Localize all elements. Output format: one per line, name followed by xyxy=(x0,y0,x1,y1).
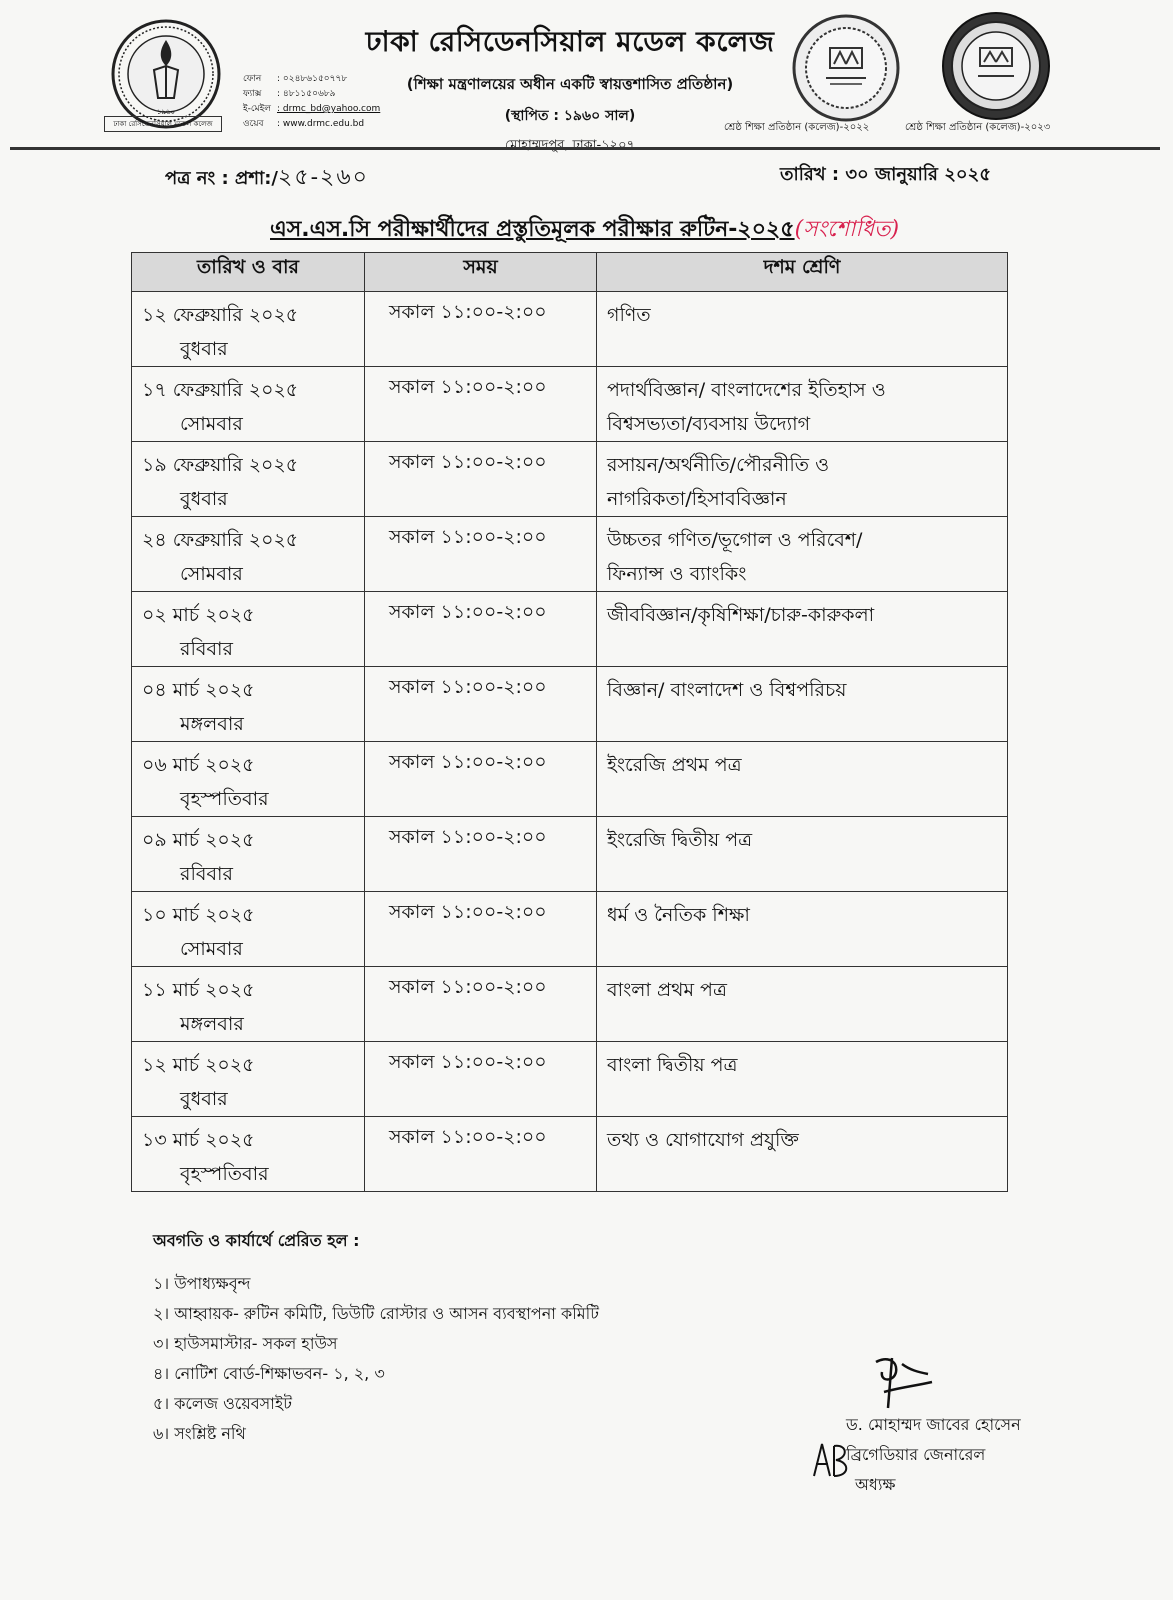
exam-day: সোমবার xyxy=(180,413,243,435)
subject-cell xyxy=(597,817,1008,892)
exam-day: বুধবার xyxy=(180,338,228,360)
date-cell xyxy=(132,367,365,442)
contact-key: ফোন xyxy=(243,74,262,84)
exam-day: সোমবার xyxy=(180,938,243,960)
table-header-row xyxy=(132,253,1008,292)
contact-value: : ৪৮১১৫০৬৮৯ xyxy=(277,89,336,99)
memo-ref-label: পত্র নং : প্রশা:/ xyxy=(165,168,279,189)
date-cell xyxy=(132,967,365,1042)
subject-cell xyxy=(597,667,1008,742)
exam-time: সকাল ১১:০০-২:০০ xyxy=(389,601,547,623)
distribution-list xyxy=(153,1228,599,1449)
distribution-item: ৬। সংশ্লিষ্ট নথি xyxy=(153,1424,246,1443)
header-date-day: তারিখ ও বার xyxy=(132,253,365,292)
date-cell xyxy=(132,1117,365,1192)
exam-time: সকাল ১১:০০-২:০০ xyxy=(389,526,547,548)
exam-date: ২৪ ফেব্রুয়ারি ২০২৫ xyxy=(142,529,299,551)
distribution-item: ৪। নোটিশ বোর্ড-শিক্ষাভবন- ১, ২, ৩ xyxy=(153,1364,385,1383)
time-cell xyxy=(365,1042,597,1117)
subject-cell xyxy=(597,892,1008,967)
signatory-rank: ব্রিগেডিয়ার জেনারেল xyxy=(846,1445,986,1464)
exam-day: বুধবার xyxy=(180,488,228,510)
college-established: (স্থাপিত : ১৯৬০ সাল) xyxy=(504,108,636,124)
date-cell xyxy=(132,817,365,892)
date-cell xyxy=(132,667,365,742)
routine-title xyxy=(270,212,899,249)
exam-subject: তথ্য ও যোগাযোগ প্রযুক্তি xyxy=(607,1129,799,1151)
date-cell xyxy=(132,442,365,517)
exam-subject: গণিত xyxy=(607,304,651,326)
exam-day: বুধবার xyxy=(180,1088,228,1110)
handwritten-signature xyxy=(858,1352,938,1412)
date-cell xyxy=(132,742,365,817)
college-subtitle: (শিক্ষা মন্ত্রণালয়ের অধীন একটি স্বায়ত্তশাসিত প্রতিষ্ঠান) xyxy=(406,75,734,93)
date-cell xyxy=(132,592,365,667)
college-header xyxy=(360,20,780,157)
subject-cell xyxy=(597,442,1008,517)
exam-date: ১১ মার্চ ২০২৫ xyxy=(142,979,255,1001)
exam-day: রবিবার xyxy=(180,638,233,660)
exam-subject: বাংলা দ্বিতীয় পত্র xyxy=(607,1054,738,1076)
exam-subject: উচ্চতর গণিত/ভূগোল ও পরিবেশ/ xyxy=(607,529,863,551)
table-row xyxy=(132,1117,1008,1192)
exam-time: সকাল ১১:০০-২:০০ xyxy=(389,376,547,398)
table-row xyxy=(132,817,1008,892)
exam-time: সকাল ১১:০০-২:০০ xyxy=(389,301,547,323)
exam-time: সকাল ১১:০০-২:০০ xyxy=(389,676,547,698)
exam-day: রবিবার xyxy=(180,863,233,885)
table-row xyxy=(132,892,1008,967)
svg-text:১৯৬০: ১৯৬০ xyxy=(156,108,176,116)
exam-time: সকাল ১১:০০-২:০০ xyxy=(389,751,547,773)
exam-subject-continued: নাগরিকতা/হিসাববিজ্ঞান xyxy=(607,488,787,510)
routine-title-text: এস.এস.সি পরীক্ষার্থীদের প্রস্তুতিমূলক পরীক্ষার রুটিন-২০২৫ xyxy=(270,217,795,242)
exam-time: সকাল ১১:০০-২:০০ xyxy=(389,901,547,923)
contact-key: ফ্যাক্স xyxy=(243,89,262,99)
time-cell xyxy=(365,292,597,367)
exam-time: সকাল ১১:০০-২:০০ xyxy=(389,826,547,848)
award-caption-2022: শ্রেষ্ঠ শিক্ষা প্রতিষ্ঠান (কলেজ)-২০২২ xyxy=(724,122,870,133)
contact-value: : ০২৪৮৬১৫০৭৭৮ xyxy=(277,74,348,84)
date-cell xyxy=(132,292,365,367)
exam-day: বৃহস্পতিবার xyxy=(180,1163,269,1185)
table-row xyxy=(132,292,1008,367)
subject-cell xyxy=(597,1042,1008,1117)
exam-day: সোমবার xyxy=(180,563,243,585)
date-cell xyxy=(132,517,365,592)
table-row xyxy=(132,517,1008,592)
time-cell xyxy=(365,742,597,817)
college-logo xyxy=(110,18,222,130)
exam-time: সকাল ১১:০০-২:০০ xyxy=(389,451,547,473)
award-seal-2023 xyxy=(940,10,1052,122)
exam-date: ১৩ মার্চ ২০২৫ xyxy=(142,1129,255,1151)
table-body xyxy=(132,292,1008,1192)
college-name: ঢাকা রেসিডেনসিয়াল মডেল কলেজ xyxy=(365,25,775,58)
contact-value: : drmc_bd@yahoo.com xyxy=(277,104,381,114)
header-divider xyxy=(10,147,1160,150)
exam-date: ০২ মার্চ ২০২৫ xyxy=(142,604,255,626)
table-row xyxy=(132,592,1008,667)
distribution-item: ২। আহ্বায়ক- রুটিন কমিটি, ডিউটি রোস্টার ও আসন ব্যবস্থাপনা কমিটি xyxy=(153,1304,599,1323)
distribution-item: ৩। হাউসমাস্টার- সকল হাউস xyxy=(153,1334,338,1353)
subject-cell xyxy=(597,1117,1008,1192)
subject-cell xyxy=(597,742,1008,817)
memo-reference xyxy=(165,160,369,197)
table-row xyxy=(132,667,1008,742)
exam-subject: বাংলা প্রথম পত্র xyxy=(607,979,727,1001)
college-address: মোহাম্মদপুর, ঢাকা-১২০৭ xyxy=(504,138,636,153)
table-row xyxy=(132,742,1008,817)
date-cell xyxy=(132,892,365,967)
exam-subject: ধর্ম ও নৈতিক শিক্ষা xyxy=(607,904,750,926)
exam-routine-table xyxy=(131,252,1008,1192)
table-row xyxy=(132,967,1008,1042)
exam-subject: জীববিজ্ঞান/কৃষিশিক্ষা/চারু-কারুকলা xyxy=(607,604,875,626)
time-cell xyxy=(365,667,597,742)
exam-date: ০৪ মার্চ ২০২৫ xyxy=(142,679,255,701)
logo-caption-box: ঢাকা রেসিডেনসিয়াল মডেল কলেজ xyxy=(104,116,222,132)
time-cell xyxy=(365,592,597,667)
subject-cell xyxy=(597,367,1008,442)
header-time: সময় xyxy=(365,253,597,292)
time-cell xyxy=(365,442,597,517)
contact-value: : www.drmc.edu.bd xyxy=(277,119,365,129)
time-cell xyxy=(365,892,597,967)
date-cell xyxy=(132,1042,365,1117)
table-row xyxy=(132,1042,1008,1117)
subject-cell xyxy=(597,592,1008,667)
exam-time: সকাল ১১:০০-২:০০ xyxy=(389,1126,547,1148)
exam-date: ১৯ ফেব্রুয়ারি ২০২৫ xyxy=(142,454,299,476)
subject-cell xyxy=(597,517,1008,592)
exam-time: সকাল ১১:০০-২:০০ xyxy=(389,976,547,998)
exam-subject: ইংরেজি দ্বিতীয় পত্র xyxy=(607,829,753,851)
time-cell xyxy=(365,1117,597,1192)
revised-annotation: (সংশোধিত) xyxy=(794,217,900,242)
exam-subject-continued: ফিন্যান্স ও ব্যাংকিং xyxy=(607,563,747,585)
table-row xyxy=(132,367,1008,442)
exam-date: ০৬ মার্চ ২০২৫ xyxy=(142,754,255,776)
exam-date: ১২ ফেব্রুয়ারি ২০২৫ xyxy=(142,304,299,326)
exam-date: ০৯ মার্চ ২০২৫ xyxy=(142,829,255,851)
distribution-item: ৫। কলেজ ওয়েবসাইট xyxy=(153,1394,292,1413)
exam-day: মঙ্গলবার xyxy=(180,1013,244,1035)
exam-date: ১০ মার্চ ২০২৫ xyxy=(142,904,255,926)
header-class-ten: দশম শ্রেণি xyxy=(597,253,1008,292)
signatory-title: অধ্যক্ষ xyxy=(855,1475,896,1494)
exam-subject-continued: বিশ্বসভ্যতা/ব্যবসায় উদ্যোগ xyxy=(607,413,811,435)
exam-date: ১৭ ফেব্রুয়ারি ২০২৫ xyxy=(142,379,299,401)
exam-subject: বিজ্ঞান/ বাংলাদেশ ও বিশ্বপরিচয় xyxy=(607,679,847,701)
distribution-item: ১। উপাধ্যক্ষবৃন্দ xyxy=(153,1274,251,1293)
time-cell xyxy=(365,967,597,1042)
exam-day: মঙ্গলবার xyxy=(180,713,244,735)
memo-ref-number: ২৫-২৬০ xyxy=(278,165,369,190)
subject-cell xyxy=(597,292,1008,367)
award-seal-2022 xyxy=(790,12,902,124)
exam-subject: রসায়ন/অর্থনীতি/পৌরনীতি ও xyxy=(607,454,830,476)
time-cell xyxy=(365,517,597,592)
exam-subject: ইংরেজি প্রথম পত্র xyxy=(607,754,742,776)
table-row xyxy=(132,442,1008,517)
exam-date: ১২ মার্চ ২০২৫ xyxy=(142,1054,255,1076)
subject-cell xyxy=(597,967,1008,1042)
exam-day: বৃহস্পতিবার xyxy=(180,788,269,810)
signatory-name: ড. মোহাম্মদ জাবের হোসেন xyxy=(846,1415,1021,1434)
contact-key: ওয়েব xyxy=(243,119,264,129)
time-cell xyxy=(365,367,597,442)
award-caption-2023: শ্রেষ্ঠ শিক্ষা প্রতিষ্ঠান (কলেজ)-২০২৩ xyxy=(905,122,1051,133)
memo-date: তারিখ : ৩০ জানুয়ারি ২০২৫ xyxy=(780,164,992,185)
contact-key: ই-মেইল xyxy=(243,104,271,114)
exam-time: সকাল ১১:০০-২:০০ xyxy=(389,1051,547,1073)
time-cell xyxy=(365,817,597,892)
exam-subject: পদার্থবিজ্ঞান/ বাংলাদেশের ইতিহাস ও xyxy=(607,379,886,401)
distribution-heading: অবগতি ও কার্যার্থে প্রেরিত হল : xyxy=(153,1231,360,1250)
